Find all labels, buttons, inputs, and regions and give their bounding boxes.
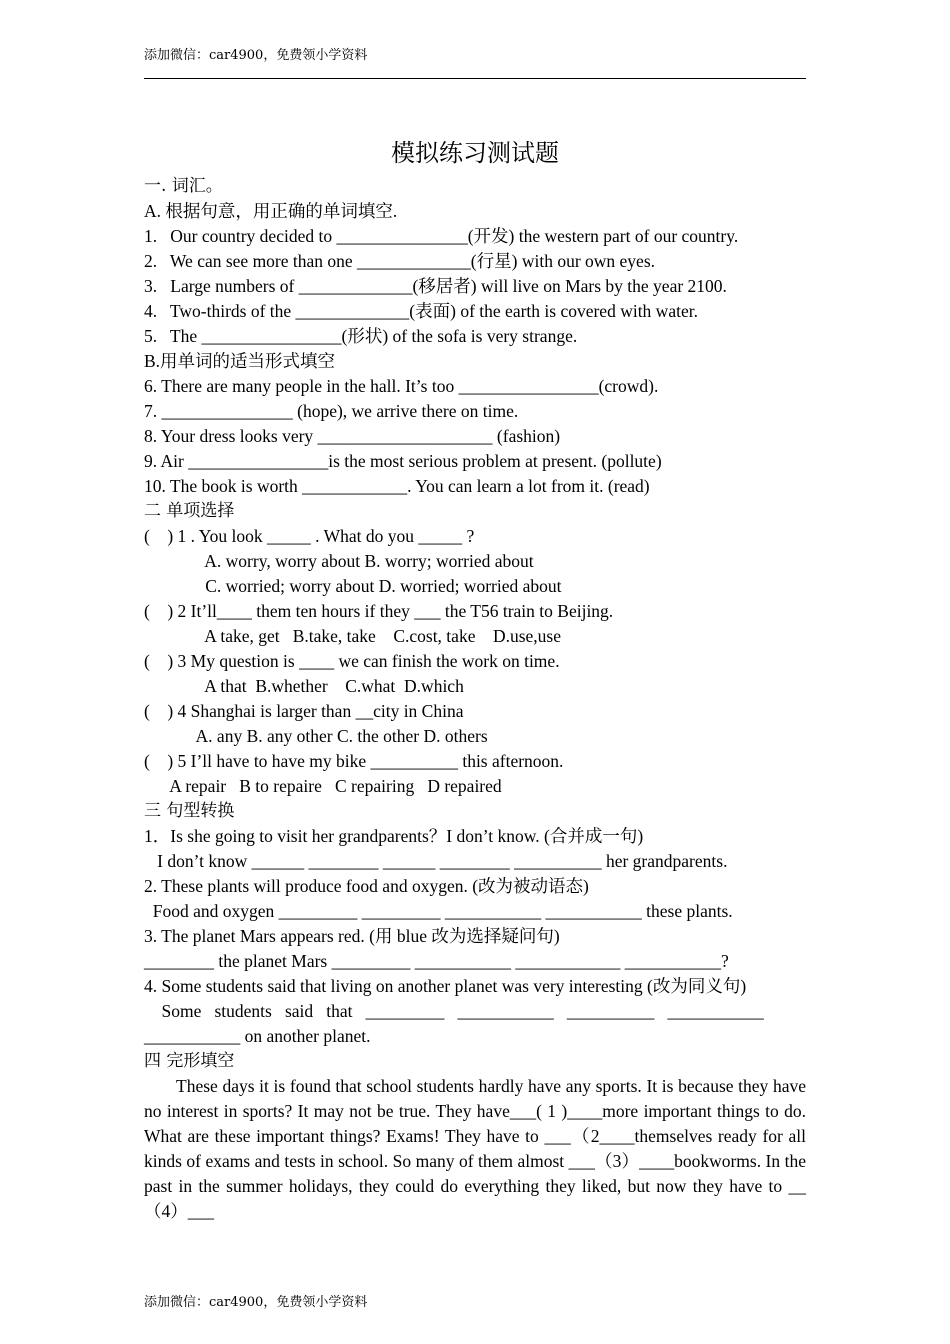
exercise-line: 2. We can see more than one _____________(行星) with our own eyes. [144, 251, 656, 271]
exercise-line: 5. The ________________(形状) of the sofa is very strange. [144, 326, 578, 346]
exercise-line: 8. Your dress looks very ____________________ (fashion) [144, 426, 561, 446]
exercise-line: A that B.whether C.what D.which [144, 676, 464, 696]
exercise-line: ( ) 3 My question is ____ we can finish the work on time. [144, 651, 560, 671]
exercise-line: ___________ on another planet. [144, 1026, 371, 1046]
exercise-line: 4. Some students said that living on another planet was very interesting (改为同义句) [144, 976, 747, 996]
exercise-line: 1. Our country decided to _______________(开发) the western part of our country. [144, 226, 739, 246]
page-title: 模拟练习测试题 [391, 139, 559, 167]
exercise-line: C. worried; worry about D. worried; worried about [144, 576, 562, 596]
exercise-line: ( ) 4 Shanghai is larger than __city in China [144, 701, 464, 721]
exercise-line: A repair B to repaire C repairing D repaired [144, 776, 502, 796]
exercise-line: 3. Large numbers of _____________(移居者) will live on Mars by the year 2100. [144, 276, 727, 296]
exercise-line: A. any B. any other C. the other D. others [144, 726, 488, 746]
exercise-line: 7. _______________ (hope), we arrive there on time. [144, 401, 519, 421]
header-note: 添加微信：car4900，免费领小学资料 [144, 48, 368, 63]
exercise-line: B.用单词的适当形式填空 [144, 351, 336, 371]
exercise-line: ( ) 2 It’ll____ them ten hours if they ___ the T56 train to Beijing. [144, 601, 614, 621]
footer-note: 添加微信：car4900，免费领小学资料 [144, 1295, 368, 1310]
section-heading: 二 单项选择 [144, 501, 235, 521]
exercise-content [144, 174, 806, 1224]
exercise-line: 4. Two-thirds of the _____________(表面) of the earth is covered with water. [144, 301, 698, 321]
exercise-line: 3. The planet Mars appears red. (用 blue 改为选择疑问句) [144, 926, 560, 946]
exercise-line: 9. Air ________________is the most serious problem at present. (pollute) [144, 451, 662, 471]
exercise-line: Some students said that _________ ___________ __________ ___________ [144, 1001, 764, 1021]
exercise-line: Food and oxygen _________ _________ ___________ ___________ these plants. [144, 901, 733, 921]
exercise-line: ( ) 5 I’ll have to have my bike __________ this afternoon. [144, 751, 564, 771]
cloze-passage: These days it is found that school students hardly have any sports. It is because they have no interest in sports? It may not be true. They have___( 1 )____more important things to do. What are these important things? Exams! They have to ___（2____themselves ready for all kinds of exams and tests in school. So many of them almost ___（3）____bookworms. In the past in the summer holidays, they could do everything they liked, but now they have to __（4）___ [144, 1076, 806, 1221]
exercise-line: A take, get B.take, take C.cost, take D.use,use [144, 626, 562, 646]
exercise-line: A. 根据句意，用正确的单词填空. [144, 201, 398, 221]
exercise-line: A. worry, worry about B. worry; worried about [144, 551, 534, 571]
exercise-line: ( ) 1 . You look _____ . What do you _____ ? [144, 526, 475, 546]
exercise-line: 2. These plants will produce food and oxygen. (改为被动语态) [144, 876, 589, 896]
section-heading: 一. 词汇。 [144, 176, 223, 196]
exercise-line: 6. There are many people in the hall. It’s too ________________(crowd). [144, 376, 659, 396]
exercise-line: 10. The book is worth ____________. You can learn a lot from it. (read) [144, 476, 650, 496]
section-heading: 四 完形填空 [144, 1051, 235, 1071]
exercise-line: ________ the planet Mars _________ ___________ ____________ ___________? [144, 951, 729, 971]
section-heading: 三 句型转换 [144, 801, 235, 821]
exercise-line: 1．Is she going to visit her grandparents？I don’t know. (合并成一句) [144, 826, 644, 846]
exercise-lines [144, 174, 806, 1074]
header-divider [144, 78, 806, 79]
exercise-line: I don’t know ______ ________ ______ ________ __________ her grandparents. [144, 851, 728, 871]
